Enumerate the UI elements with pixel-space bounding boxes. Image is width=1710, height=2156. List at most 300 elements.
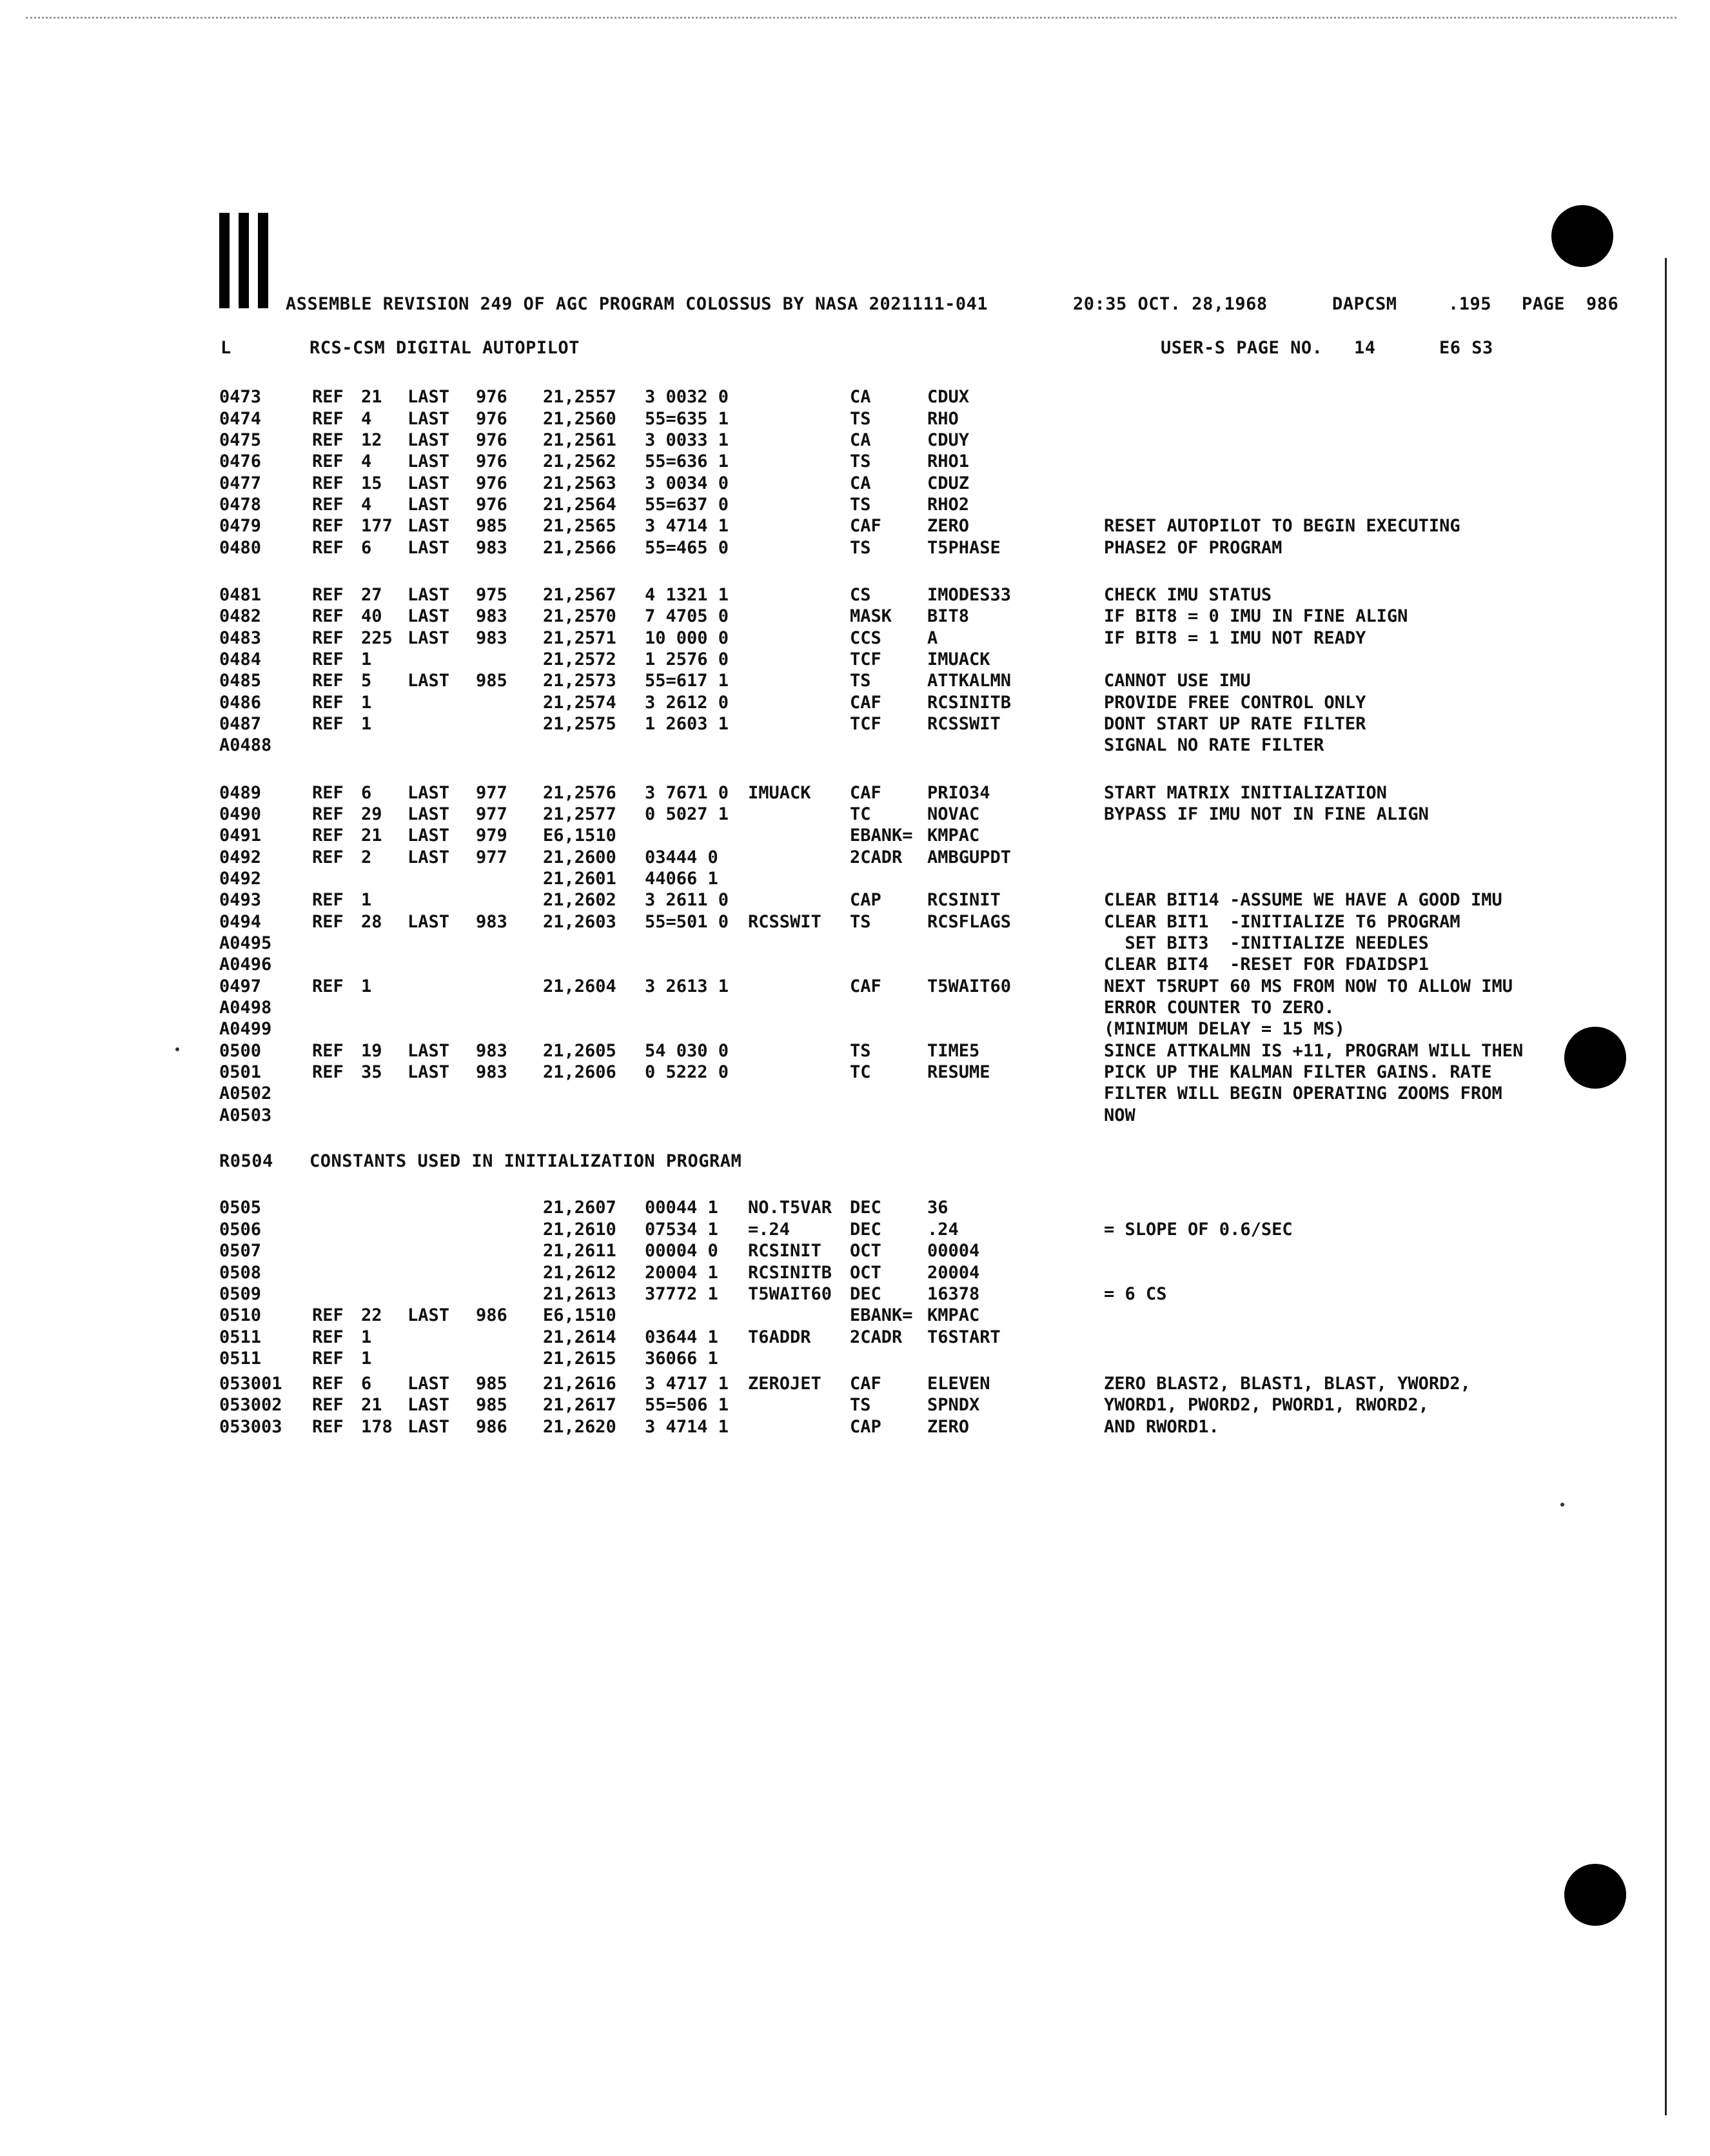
address: 21,2601 [543, 869, 616, 889]
comment: FILTER WILL BEGIN OPERATING ZOOMS FROM [1104, 1083, 1502, 1103]
octal-code: 36066 1 [645, 1349, 718, 1369]
ref-count: 4 [361, 495, 372, 515]
operand: .24 [927, 1220, 959, 1240]
octal-code: 3 4717 1 [645, 1374, 729, 1394]
comment: ERROR COUNTER TO ZERO. [1104, 998, 1335, 1018]
last-flag: LAST [408, 912, 450, 932]
address: 21,2577 [543, 804, 616, 824]
address: 21,2606 [543, 1062, 616, 1082]
listing-row [0, 516, 1710, 538]
opcode: TCF [850, 649, 881, 669]
ref-flag: REF [312, 804, 344, 824]
constant-row [0, 1220, 1710, 1241]
constant-row [0, 1395, 1710, 1417]
operand: TIME5 [927, 1041, 980, 1061]
last-flag: LAST [408, 473, 450, 493]
last-page: 985 [476, 1374, 507, 1394]
line-number: A0498 [219, 998, 272, 1018]
octal-code: 55=501 0 [645, 912, 729, 932]
line-number: 0484 [219, 649, 262, 669]
operand: ELEVEN [927, 1374, 990, 1394]
opcode: TS [850, 495, 871, 515]
listing-row [0, 409, 1710, 431]
asm-label: IMUACK [748, 783, 811, 803]
listing-row [0, 1083, 1710, 1105]
ref-flag: REF [312, 495, 344, 515]
line-number: 0511 [219, 1349, 262, 1369]
comment: (MINIMUM DELAY = 15 MS) [1104, 1019, 1345, 1039]
line-number: 0501 [219, 1062, 262, 1082]
opcode: TC [850, 804, 871, 824]
operand: PRIO34 [927, 783, 990, 803]
line-number: 0479 [219, 516, 262, 536]
comment: = SLOPE OF 0.6/SEC [1104, 1220, 1293, 1240]
ref-count: 178 [361, 1417, 393, 1437]
listing-row [0, 693, 1710, 715]
address: 21,2617 [543, 1395, 616, 1415]
listing-row [0, 804, 1710, 826]
comment: BYPASS IF IMU NOT IN FINE ALIGN [1104, 804, 1429, 824]
address: 21,2572 [543, 649, 616, 669]
section2-title: CONSTANTS USED IN INITIALIZATION PROGRAM [310, 1151, 742, 1171]
ref-flag: REF [312, 1062, 344, 1082]
opcode: DEC [850, 1220, 881, 1240]
opcode: DEC [850, 1284, 881, 1304]
operand: A [927, 628, 938, 648]
ref-count: 2 [361, 847, 372, 867]
last-page: 977 [476, 783, 507, 803]
listing-row [0, 538, 1710, 560]
octal-code: 55=617 1 [645, 671, 729, 691]
address: 21,2614 [543, 1327, 616, 1347]
address: 21,2565 [543, 516, 616, 536]
listing-row [0, 826, 1710, 847]
opcode: TS [850, 912, 871, 932]
operand: IMUACK [927, 649, 990, 669]
ref-count: 1 [361, 714, 372, 734]
octal-code: 37772 1 [645, 1284, 718, 1304]
last-flag: LAST [408, 783, 450, 803]
line-number: 0508 [219, 1263, 262, 1283]
comment: NOW [1104, 1105, 1135, 1125]
octal-code: 3 0034 0 [645, 473, 729, 493]
line-number: 0481 [219, 585, 262, 605]
operand: T5PHASE [927, 538, 1001, 558]
listing-row [0, 387, 1710, 409]
line-number: 0492 [219, 847, 262, 867]
ref-flag: REF [312, 1305, 344, 1325]
ref-flag: REF [312, 1395, 344, 1415]
address: 21,2605 [543, 1041, 616, 1061]
last-flag: LAST [408, 1041, 450, 1061]
address: 21,2571 [543, 628, 616, 648]
program-name: DAPCSM [1332, 294, 1397, 314]
operand: RCSINITB [927, 693, 1012, 713]
ref-flag: REF [312, 1417, 344, 1437]
comment: PHASE2 OF PROGRAM [1104, 538, 1282, 558]
ref-flag: REF [312, 516, 344, 536]
program-number: .195 [1448, 294, 1492, 314]
comment: CHECK IMU STATUS [1104, 585, 1272, 605]
line-number: 0511 [219, 1327, 262, 1347]
ref-count: 29 [361, 804, 382, 824]
listing-row [0, 890, 1710, 912]
comment: DONT START UP RATE FILTER [1104, 714, 1366, 734]
opcode: TC [850, 1062, 871, 1082]
comment: RESET AUTOPILOT TO BEGIN EXECUTING [1104, 516, 1460, 536]
address: 21,2567 [543, 585, 616, 605]
ref-count: 27 [361, 585, 382, 605]
last-page: 977 [476, 804, 507, 824]
octal-code: 3 7671 0 [645, 783, 729, 803]
octal-code: 55=506 1 [645, 1395, 729, 1415]
ref-count: 21 [361, 387, 382, 407]
last-flag: LAST [408, 628, 450, 648]
comment: SINCE ATTKALMN IS +11, PROGRAM WILL THEN [1104, 1041, 1524, 1061]
ref-flag: REF [312, 826, 344, 846]
last-page: 976 [476, 409, 507, 429]
ref-flag: REF [312, 538, 344, 558]
address: 21,2561 [543, 430, 616, 450]
opcode: MASK [850, 606, 892, 626]
comment: ZERO BLAST2, BLAST1, BLAST, YWORD2, [1104, 1374, 1471, 1394]
address: 21,2600 [543, 847, 616, 867]
last-flag: LAST [408, 804, 450, 824]
ref-flag: REF [312, 783, 344, 803]
line-number: 053002 [219, 1395, 282, 1415]
operand: CDUY [927, 430, 970, 450]
operand: RCSINIT [927, 890, 1001, 910]
ref-flag: REF [312, 847, 344, 867]
operand: RESUME [927, 1062, 990, 1082]
ref-flag: REF [312, 606, 344, 626]
address: 21,2574 [543, 693, 616, 713]
last-page: 976 [476, 495, 507, 515]
asm-label: NO.T5VAR [748, 1198, 832, 1218]
octal-code: 55=465 0 [645, 538, 729, 558]
asm-label: ZEROJET [748, 1374, 821, 1394]
last-page: 976 [476, 473, 507, 493]
page-number: 986 [1586, 294, 1619, 314]
last-flag: LAST [408, 495, 450, 515]
ref-count: 6 [361, 1374, 372, 1394]
opcode: CAF [850, 783, 881, 803]
last-flag: LAST [408, 826, 450, 846]
constant-row [0, 1374, 1710, 1396]
asm-label: RCSINITB [748, 1263, 832, 1283]
speck [1560, 1503, 1564, 1507]
line-number: A0495 [219, 933, 272, 953]
ref-count: 1 [361, 890, 372, 910]
line-number: 0478 [219, 495, 262, 515]
octal-code: 1 2603 1 [645, 714, 729, 734]
asm-label: T6ADDR [748, 1327, 811, 1347]
opcode: 2CADR [850, 847, 903, 867]
listing-row [0, 954, 1710, 976]
tear-edge [26, 17, 1676, 19]
octal-code: 3 2612 0 [645, 693, 729, 713]
line-number: 0507 [219, 1241, 262, 1261]
address: 21,2564 [543, 495, 616, 515]
last-page: 985 [476, 1395, 507, 1415]
ref-count: 1 [361, 649, 372, 669]
ref-flag: REF [312, 976, 344, 996]
operand: KMPAC [927, 826, 980, 846]
asm-label: T5WAIT60 [748, 1284, 832, 1304]
line-number: 0483 [219, 628, 262, 648]
operand: T5WAIT60 [927, 976, 1012, 996]
operand: IMODES33 [927, 585, 1012, 605]
octal-code: 55=635 1 [645, 409, 729, 429]
octal-code: 55=637 0 [645, 495, 729, 515]
asm-label: =.24 [748, 1220, 791, 1240]
comment: CLEAR BIT1 -INITIALIZE T6 PROGRAM [1104, 912, 1460, 932]
opcode: CAF [850, 1374, 881, 1394]
octal-code: 3 2611 0 [645, 890, 729, 910]
operand: RHO1 [927, 451, 970, 471]
last-page: 983 [476, 606, 507, 626]
last-page: 977 [476, 847, 507, 867]
user-page-number: 14 [1354, 338, 1376, 358]
comment: SET BIT3 -INITIALIZE NEEDLES [1104, 933, 1429, 953]
listing-row [0, 671, 1710, 693]
listing-row [0, 869, 1710, 891]
last-page: 983 [476, 912, 507, 932]
line-number: 0506 [219, 1220, 262, 1240]
address: 21,2557 [543, 387, 616, 407]
address: 21,2612 [543, 1263, 616, 1283]
listing-row [0, 912, 1710, 934]
listing-row [0, 649, 1710, 671]
operand: RCSFLAGS [927, 912, 1012, 932]
ref-count: 4 [361, 451, 372, 471]
octal-code: 4 1321 1 [645, 585, 729, 605]
last-flag: LAST [408, 451, 450, 471]
ref-flag: REF [312, 451, 344, 471]
opcode: CAP [850, 1417, 881, 1437]
address: 21,2613 [543, 1284, 616, 1304]
operand: BIT8 [927, 606, 970, 626]
listing-title: ASSEMBLE REVISION 249 OF AGC PROGRAM COLOSSUS BY NASA 2021111-041 [286, 294, 988, 314]
constant-row [0, 1198, 1710, 1220]
line-number: A0502 [219, 1083, 272, 1103]
constant-row [0, 1284, 1710, 1306]
opcode: DEC [850, 1198, 881, 1218]
address: 21,2607 [543, 1198, 616, 1218]
last-flag: LAST [408, 671, 450, 691]
line-number: 0473 [219, 387, 262, 407]
line-number: 0486 [219, 693, 262, 713]
ref-flag: REF [312, 1327, 344, 1347]
octal-code: 44066 1 [645, 869, 718, 889]
ref-count: 225 [361, 628, 393, 648]
last-flag: LAST [408, 1417, 450, 1437]
last-page: 985 [476, 516, 507, 536]
address: 21,2615 [543, 1349, 616, 1369]
comment: SIGNAL NO RATE FILTER [1104, 735, 1324, 755]
last-flag: LAST [408, 1395, 450, 1415]
constant-row [0, 1241, 1710, 1263]
octal-code: 3 2613 1 [645, 976, 729, 996]
print-date: 20:35 OCT. 28,1968 [1073, 294, 1268, 314]
octal-code: 03444 0 [645, 847, 718, 867]
line-number: 0487 [219, 714, 262, 734]
listing-row [0, 998, 1710, 1020]
line-number: 053001 [219, 1374, 282, 1394]
punch-hole-top [1551, 205, 1613, 267]
last-page: 983 [476, 538, 507, 558]
opcode: 2CADR [850, 1327, 903, 1347]
opcode: TCF [850, 714, 881, 734]
listing-row [0, 1019, 1710, 1041]
listing-row [0, 1041, 1710, 1063]
ref-flag: REF [312, 649, 344, 669]
octal-code: 00004 0 [645, 1241, 718, 1261]
ref-count: 19 [361, 1041, 382, 1061]
opcode: OCT [850, 1263, 881, 1283]
last-flag: LAST [408, 538, 450, 558]
address: E6,1510 [543, 826, 616, 846]
section2-line-number: R0504 [219, 1151, 273, 1171]
octal-code: 3 0033 1 [645, 430, 729, 450]
opcode: TS [850, 451, 871, 471]
address: 21,2602 [543, 890, 616, 910]
asm-label: RCSSWIT [748, 912, 821, 932]
octal-code: 7 4705 0 [645, 606, 729, 626]
line-number: 0497 [219, 976, 262, 996]
line-number: 0510 [219, 1305, 262, 1325]
opcode: EBANK= [850, 826, 913, 846]
constant-row [0, 1349, 1710, 1370]
address: 21,2573 [543, 671, 616, 691]
ref-count: 1 [361, 976, 372, 996]
octal-code: 0 5027 1 [645, 804, 729, 824]
ref-count: 1 [361, 693, 372, 713]
last-page: 983 [476, 1062, 507, 1082]
operand: AMBGUPDT [927, 847, 1012, 867]
listing-row [0, 585, 1710, 607]
last-flag: LAST [408, 847, 450, 867]
ref-count: 5 [361, 671, 372, 691]
speck [175, 1047, 179, 1051]
constant-row [0, 1327, 1710, 1349]
listing-row [0, 451, 1710, 473]
address: 21,2616 [543, 1374, 616, 1394]
ref-flag: REF [312, 1349, 344, 1369]
listing-row [0, 783, 1710, 805]
listing-row [0, 847, 1710, 869]
ref-count: 4 [361, 409, 372, 429]
comment: PROVIDE FREE CONTROL ONLY [1104, 693, 1366, 713]
last-page: 979 [476, 826, 507, 846]
address: 21,2611 [543, 1241, 616, 1261]
octal-code: 00044 1 [645, 1198, 718, 1218]
listing-row [0, 495, 1710, 517]
ref-flag: REF [312, 628, 344, 648]
constant-row [0, 1263, 1710, 1285]
last-flag: LAST [408, 409, 450, 429]
ref-flag: REF [312, 1374, 344, 1394]
last-flag: LAST [408, 606, 450, 626]
octal-code: 3 4714 1 [645, 1417, 729, 1437]
operand: 20004 [927, 1263, 980, 1283]
ref-flag: REF [312, 693, 344, 713]
last-page: 976 [476, 430, 507, 450]
operand: CDUZ [927, 473, 970, 493]
octal-code: 0 5222 0 [645, 1062, 729, 1082]
last-flag: LAST [408, 1374, 450, 1394]
listing-row [0, 430, 1710, 452]
last-page: 986 [476, 1305, 507, 1325]
ref-count: 40 [361, 606, 382, 626]
opcode: OCT [850, 1241, 881, 1261]
listing-row [0, 933, 1710, 955]
opcode: CCS [850, 628, 881, 648]
line-number: 0491 [219, 826, 262, 846]
comment: CLEAR BIT14 -ASSUME WE HAVE A GOOD IMU [1104, 890, 1502, 910]
octal-code: 20004 1 [645, 1263, 718, 1283]
operand: RCSSWIT [927, 714, 1001, 734]
listing-row [0, 735, 1710, 757]
sprocket-bars-mark [219, 213, 271, 308]
constant-row [0, 1417, 1710, 1439]
opcode: TS [850, 1395, 871, 1415]
last-flag: LAST [408, 1062, 450, 1082]
comment: IF BIT8 = 1 IMU NOT READY [1104, 628, 1366, 648]
address: 21,2576 [543, 783, 616, 803]
operand: T6START [927, 1327, 1001, 1347]
opcode: CAF [850, 693, 881, 713]
ref-flag: REF [312, 387, 344, 407]
comment: = 6 CS [1104, 1284, 1167, 1304]
opcode: TS [850, 671, 871, 691]
operand: NOVAC [927, 804, 980, 824]
address: E6,1510 [543, 1305, 616, 1325]
ref-count: 22 [361, 1305, 382, 1325]
section-title: RCS-CSM DIGITAL AUTOPILOT [310, 338, 580, 358]
ref-flag: REF [312, 1041, 344, 1061]
octal-code: 55=636 1 [645, 451, 729, 471]
ref-flag: REF [312, 473, 344, 493]
operand: 36 [927, 1198, 948, 1218]
operand: SPNDX [927, 1395, 980, 1415]
ref-flag: REF [312, 890, 344, 910]
comment: YWORD1, PWORD2, PWORD1, RWORD2, [1104, 1395, 1429, 1415]
comment: CANNOT USE IMU [1104, 671, 1251, 691]
comment: PICK UP THE KALMAN FILTER GAINS. RATE [1104, 1062, 1492, 1082]
comment: AND RWORD1. [1104, 1417, 1219, 1437]
last-page: 983 [476, 628, 507, 648]
last-flag: LAST [408, 516, 450, 536]
ref-count: 21 [361, 1395, 382, 1415]
line-number: A0503 [219, 1105, 272, 1125]
operand: 16378 [927, 1284, 980, 1304]
line-number: 0500 [219, 1041, 262, 1061]
address: 21,2603 [543, 912, 616, 932]
opcode: CAF [850, 516, 881, 536]
operand: RHO2 [927, 495, 970, 515]
last-page: 976 [476, 387, 507, 407]
last-flag: LAST [408, 430, 450, 450]
ref-count: 1 [361, 1327, 372, 1347]
listing-row [0, 976, 1710, 998]
comment: IF BIT8 = 0 IMU IN FINE ALIGN [1104, 606, 1408, 626]
address: 21,2563 [543, 473, 616, 493]
ref-flag: REF [312, 430, 344, 450]
asm-label: RCSINIT [748, 1241, 821, 1261]
line-number: A0488 [219, 735, 272, 755]
line-number: 0490 [219, 804, 262, 824]
